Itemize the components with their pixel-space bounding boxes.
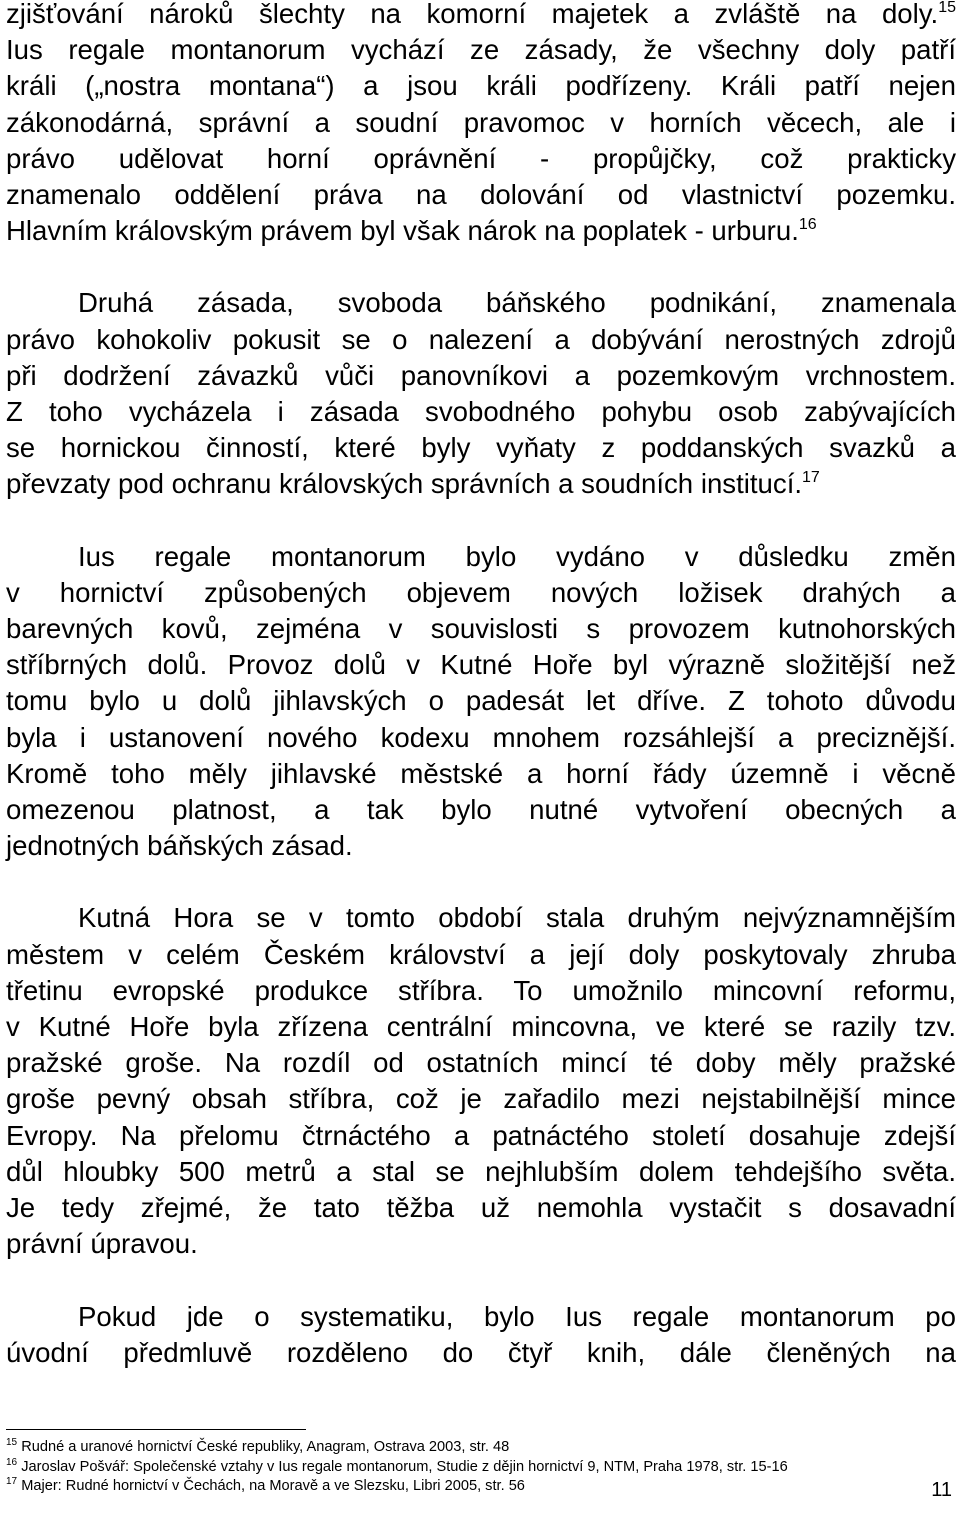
paragraph-gap	[6, 249, 956, 285]
paragraph-2	[6, 285, 956, 502]
text-line: pražské groše. Na rozdíl od ostatních mincí té doby měly pražské	[6, 1047, 956, 1079]
page-number: 11	[931, 1479, 952, 1501]
text-line: Druhá zásada, svoboda báňského podnikání, znamenala	[78, 287, 956, 319]
paragraph-4	[6, 900, 956, 1262]
text-line: důl hloubky 500 metrů a stal se nejhlubším dolem tehdejšího světa.	[6, 1155, 956, 1187]
footnote-separator	[6, 1429, 306, 1430]
paragraph-gap	[6, 503, 956, 539]
text-line: Evropy. Na přelomu čtrnáctého a patnáctého století dosahuje zdejší	[6, 1119, 956, 1151]
text-line: byla i ustanovení nového kodexu mnohem rozsáhlejší a preciznější.	[6, 721, 956, 753]
text-line: barevných kovů, zejména v souvislosti s provozem kutnohorských	[6, 613, 956, 645]
text-line: Je tedy zřejmé, že tato těžba už nemohla vystačit s dosavadní	[6, 1192, 956, 1224]
footnote-ref-17[interactable]: 17	[802, 469, 820, 487]
text-line: znamenalo oddělení práva na dolování od vlastnictví pozemku.	[6, 179, 956, 211]
paragraph-1	[6, 0, 956, 249]
text-line: v Kutné Hoře byla zřízena centrální mincovna, ve které se razily tzv.	[6, 1011, 956, 1043]
footnote-17	[6, 1477, 956, 1497]
text-line: Ius regale montanorum bylo vydáno v důsledku změn	[78, 540, 956, 572]
paragraph-gap	[6, 864, 956, 900]
paragraph-gap	[6, 1263, 956, 1299]
footnote-text: Rudné a uranové hornictví České republiky, Anagram, Ostrava 2003, str. 48	[21, 1439, 510, 1455]
text-line: stříbrných dolů. Provoz dolů v Kutné Hoře byl výrazně složitější než	[6, 649, 956, 681]
text-line: zákonodárná, správní a soudní pravomoc v horních věcech, ale i	[6, 106, 956, 138]
footnote-ref-16[interactable]: 16	[798, 216, 817, 234]
text-line: Kutná Hora se v tomto období stala druhým nejvýznamnějším	[78, 902, 956, 934]
footnotes	[6, 1438, 956, 1497]
text-line: tomu bylo u dolů jihlavských o padesát let dříve. Z tohoto důvodu	[6, 685, 956, 717]
text-line: při dodržení závazků vůči panovníkovi a pozemkovým vrchnostem.	[6, 359, 956, 391]
text-line: omezenou platnost, a tak bylo nutné vytvoření obecných a	[6, 794, 956, 826]
text-line: úvodní předmluvě rozděleno do čtyř knih, dále členěných na	[6, 1336, 956, 1368]
text-line	[6, 466, 956, 502]
text-line	[6, 213, 956, 249]
text-line: právo udělovat horní oprávnění - propůjčky, což prakticky	[6, 142, 956, 174]
footnote-text: Majer: Rudné hornictví v Čechách, na Moravě a ve Slezsku, Libri 2005, str. 56	[21, 1478, 525, 1494]
document-page	[6, 0, 956, 1371]
line-text: zjišťování nároků šlechty na komorní majetek a zvláště na doly.	[6, 0, 939, 29]
text-line: Pokud jde o systematiku, bylo Ius regale montanorum po	[78, 1300, 956, 1332]
footnote-15	[6, 1438, 956, 1458]
footnote-text: Jaroslav Pošvář: Společenské vztahy v Ius regale montanorum, Studie z dějin hornictví 9, NTM, Praha 1978, str. 15-16	[21, 1458, 788, 1475]
footnote-number: 17	[6, 1476, 18, 1487]
paragraph-5	[6, 1299, 956, 1371]
line-text: Hlavním královským právem byl však nárok na poplatek - urburu.	[6, 215, 799, 247]
text-line: městem v celém Českém království a její doly poskytovaly zhruba	[6, 938, 956, 970]
text-line: právní úpravou.	[6, 1228, 198, 1260]
text-line: Z toho vycházela i zásada svobodného pohybu osob zabývajících	[6, 396, 956, 428]
text-line: v hornictví způsobených objevem nových ložisek drahých a	[6, 576, 956, 608]
text-line: Ius regale montanorum vychází ze zásady, že všechny doly patří	[6, 34, 956, 66]
text-line: Kromě toho měly jihlavské městské a horní řády územně i věcně	[6, 757, 956, 789]
text-line: groše pevný obsah stříbra, což je zařadilo mezi nejstabilnější mince	[6, 1083, 956, 1115]
footnote-ref-15[interactable]: 15	[938, 0, 956, 16]
text-line: se hornickou činností, které byly vyňaty z poddanských svazků a	[6, 432, 956, 464]
text-line: jednotných báňských zásad.	[6, 830, 353, 862]
footnote-number: 15	[6, 1437, 18, 1448]
footnote-number: 16	[6, 1456, 18, 1468]
text-line: králi („nostra montana“) a jsou králi podřízeny. Králi patří nejen	[6, 70, 956, 102]
text-line: právo kohokoliv pokusit se o nalezení a dobývání nerostných zdrojů	[6, 323, 956, 355]
text-line	[6, 0, 956, 32]
paragraph-3	[6, 539, 956, 865]
footnote-16	[6, 1458, 956, 1478]
line-text: převzaty pod ochranu královských správních a soudních institucí.	[6, 468, 803, 500]
text-line: třetinu evropské produkce stříbra. To umožnilo mincovní reformu,	[6, 974, 956, 1006]
